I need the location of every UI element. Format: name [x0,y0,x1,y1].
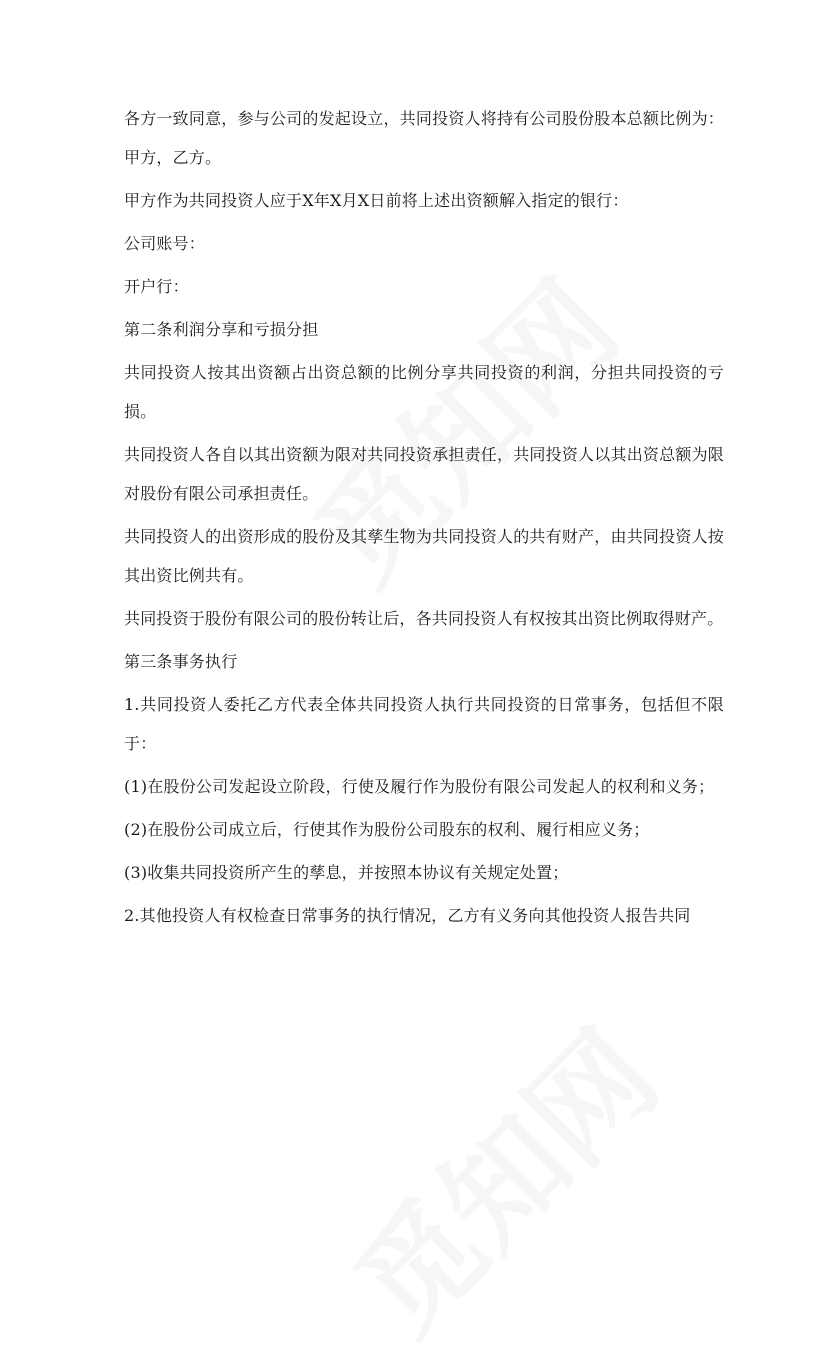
paragraph-profit-sharing: 共同投资人按其出资额占出资总额的比例分享共同投资的利润，分担共同投资的亏损。 [124,363,724,421]
paragraph-joint-property: 共同投资人的出资形成的股份及其孳生物为共同投资人的共有财产，由共同投资人按其出资比例共有。 [124,527,724,585]
paragraph-shareholding-ratio: 各方一致同意，参与公司的发起设立，共同投资人将持有公司股份股本总额比例为：甲方，乙方。 [124,109,724,167]
paragraph-company-account: 公司账号： [124,234,206,253]
section-heading-article-3: 第三条事务执行 [124,652,238,671]
section-heading-article-2: 第二条利润分享和亏损分担 [124,320,319,339]
paragraph-share-transfer: 共同投资于股份有限公司的股份转让后，各共同投资人有权按其出资比例取得财产。 [124,609,724,628]
paragraph-subclause-3: (3)收集共同投资所产生的孳息，并按照本协议有关规定处置； [124,863,569,882]
paragraph-clause-1: 1.共同投资人委托乙方代表全体共同投资人执行共同投资的日常事务，包括但不限于： [124,695,724,753]
paragraph-bank: 开户行： [124,277,189,296]
document-body [124,99,724,939]
paragraph-subclause-1: (1)在股份公司发起设立阶段，行使及履行作为股份有限公司发起人的权利和义务； [124,777,715,796]
paragraph-clause-2: 2.其他投资人有权检查日常事务的执行情况，乙方有义务向其他投资人报告共同 [124,906,691,925]
paragraph-subclause-2: (2)在股份公司成立后，行使其作为股份公司股东的权利、履行相应义务； [124,820,650,839]
paragraph-capital-deadline: 甲方作为共同投资人应于X年X月X日前将上述出资额解入指定的银行： [124,191,629,210]
watermark [312,988,688,1364]
paragraph-liability: 共同投资人各自以其出资额为限对共同投资承担责任，共同投资人以其出资总额为限对股份有限公司承担责任。 [124,445,724,503]
